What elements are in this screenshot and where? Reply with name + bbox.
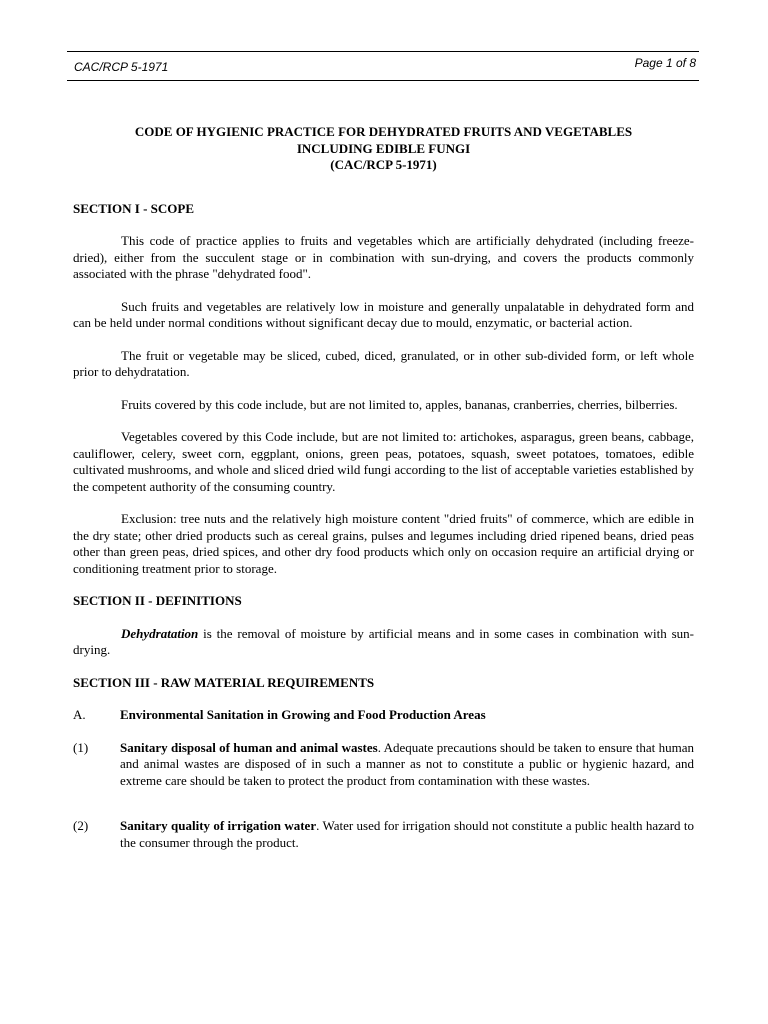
list-item-lead: Sanitary quality of irrigation water [120, 818, 317, 833]
list-item-number: (1) [73, 739, 89, 755]
section-1-heading: SECTION I - SCOPE [73, 200, 194, 216]
scope-paragraph-2: Such fruits and vegetables are relatively low in moisture and generally unpalatable in dehydrated form and can be held under normal conditions without significant decay due to mould, enzymatic, or bacterial action. [73, 298, 694, 330]
scope-paragraph-4: Fruits covered by this code include, but are not limited to, apples, bananas, cranberries, cherries, bilberries. [121, 396, 678, 412]
scope-paragraph-5: Vegetables covered by this Code include, but are not limited to: artichokes, asparagus, green beans, cabbage, cauliflower, celery, sweet corn, eggplant, onions, green peas, potatoes, squash, sweet potatoes, tomatoes, edible cultivated mushrooms, and whole and sliced dried wild fungi according to the list of acceptable varieties established by the competent authority of the consuming country. [73, 429, 694, 494]
scope-paragraph-1: This code of practice applies to fruits and vegetables which are artificially dehydrated (including freeze-dried), either from the succulent stage or in combination with sun-drying, and covers the products commonly associated with the phrase "dehydrated food". [73, 233, 694, 281]
list-item-text: . Adequate precautions should be taken to ensure that human and animal wastes are disposed of in such a manner as not to constitute a public or hygienic hazard, and extreme care should be taken to protect the product from contamination with these wastes. [120, 739, 695, 788]
list-item [73, 818, 694, 851]
header-rule-bottom [67, 80, 699, 81]
document-body [73, 124, 694, 851]
title-line-2: INCLUDING EDIBLE FUNGI [296, 140, 471, 156]
subsection-letter: A. [73, 707, 86, 722]
subsection-a [73, 707, 694, 724]
list-item-text: . Water used for irrigation should not constitute a public health hazard to the consumer through the product. [120, 818, 694, 850]
header-doc-code: CAC/RCP 5-1971 [74, 60, 169, 74]
section-3-heading: SECTION III - RAW MATERIAL REQUIREMENTS [73, 674, 375, 690]
definition-text: is the removal of moisture by artificial means and in some cases in combination with sun-drying. [73, 625, 694, 657]
header-rule-top [67, 51, 699, 52]
scope-paragraph-6: Exclusion: tree nuts and the relatively high moisture content "dried fruits" of commerce, which are edible in the dry state; other dried products such as cereal grains, pulses and legumes including dried ripened beans, dried peas other than green peas, dried spices, and other dry food products which only on occasion require an artificial drying or conditioning treatment prior to storage. [73, 511, 694, 576]
list-item [73, 740, 694, 790]
scope-paragraph-3: The fruit or vegetable may be sliced, cubed, diced, granulated, or in other sub-divided form, or left whole prior to dehydratation. [73, 347, 694, 379]
section-2-heading: SECTION II - DEFINITIONS [73, 593, 242, 608]
list-item-lead: Sanitary disposal of human and animal wastes [120, 739, 378, 755]
definition-paragraph [73, 626, 694, 659]
subsection-title: Environmental Sanitation in Growing and Food Production Areas [120, 707, 486, 722]
list-item-number: (2) [73, 818, 89, 833]
title-line-3: (CAC/RCP 5-1971) [330, 157, 437, 172]
title-line-1: CODE OF HYGIENIC PRACTICE FOR DEHYDRATED FRUITS AND VEGETABLES [134, 124, 633, 139]
header-page-label: Page 1 of 8 [634, 56, 696, 70]
definition-term: Dehydratation [121, 625, 199, 641]
